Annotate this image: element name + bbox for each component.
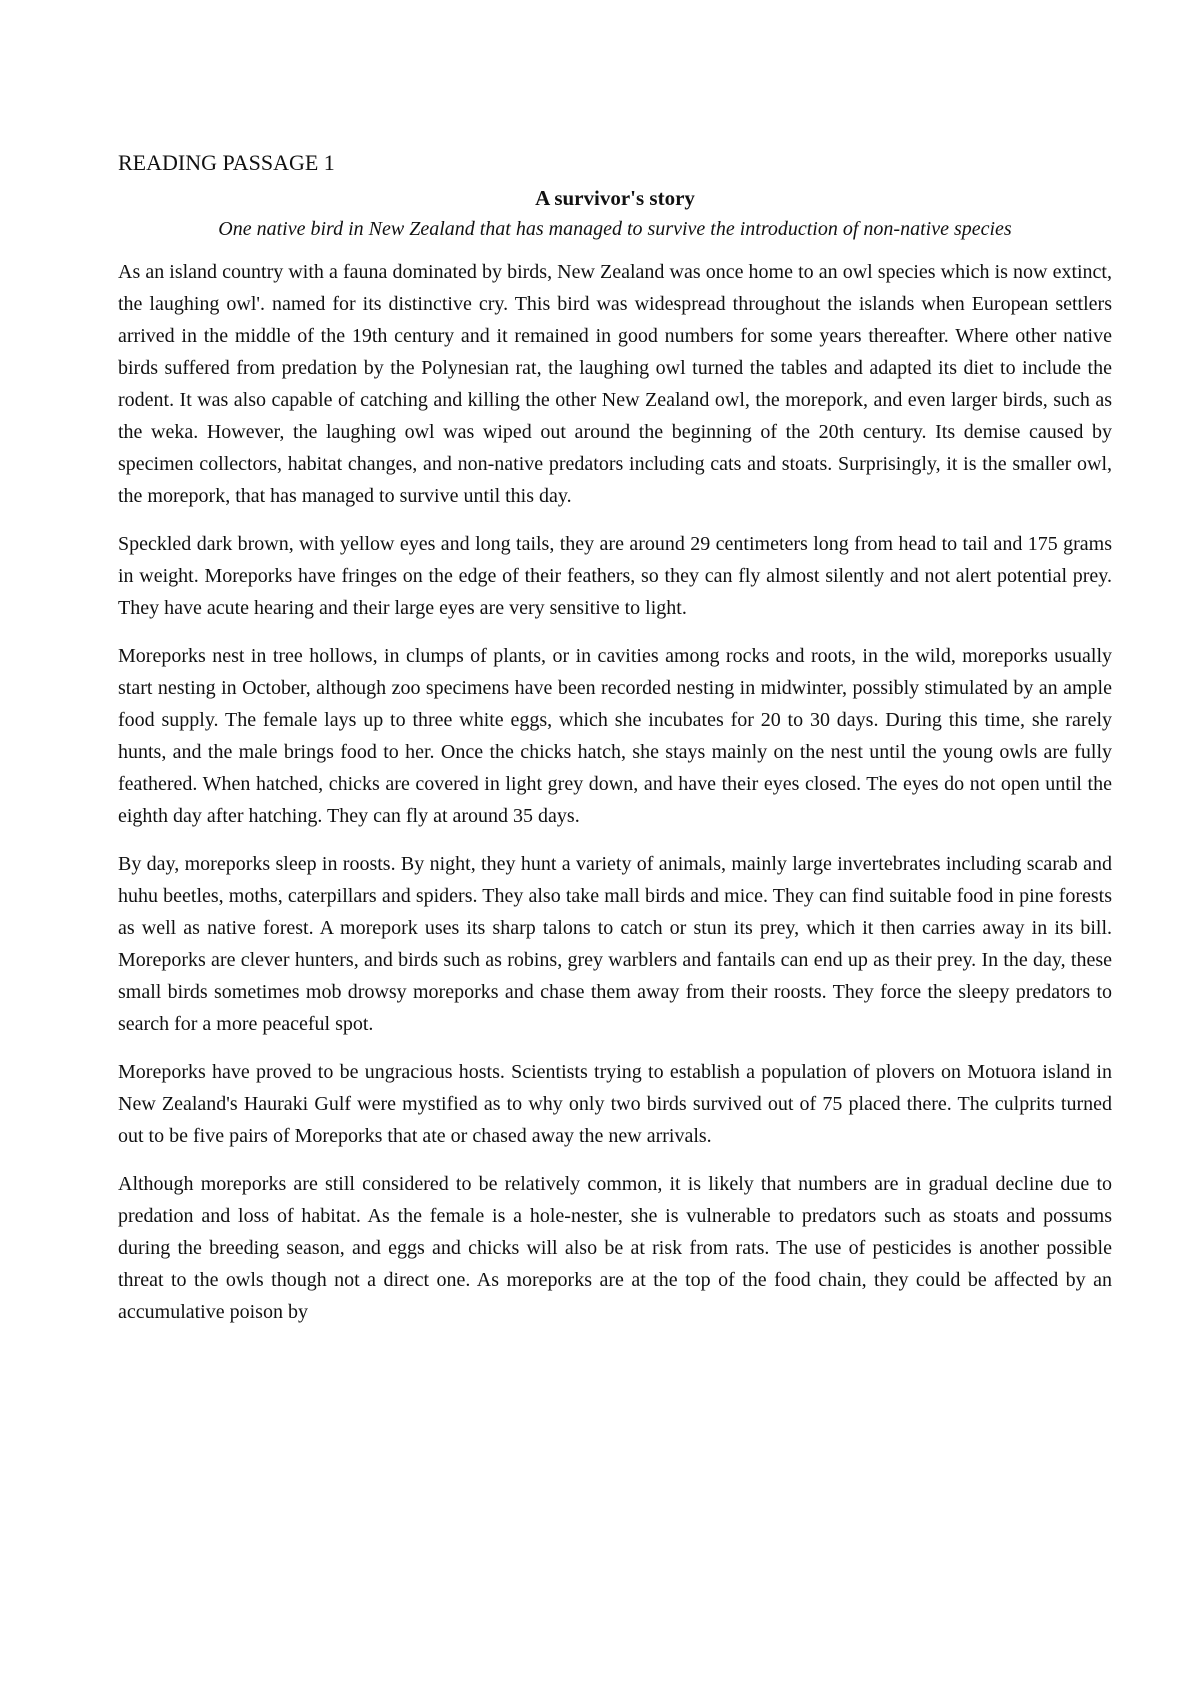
paragraph-2: Speckled dark brown, with yellow eyes and long tails, they are around 29 centimeters long from head to tail and 175 grams in weight. Moreporks have fringes on the edge of their feathers, so they can fly almost silently and not alert potential prey. They have acute hearing and their large eyes are very sensitive to light. bbox=[118, 533, 1112, 619]
paragraph-3: Moreporks nest in tree hollows, in clumps of plants, or in cavities among rocks and roots, in the wild, moreporks usually start nesting in October, although zoo specimens have been recorded nesting in midwinter, possibly stimulated by an ample food supply. The female lays up to three white eggs, which she incubates for 20 to 30 days. During this time, she rarely hunts, and the male brings food to her. Once the chicks hatch, she stays mainly on the nest until the young owls are fully feathered. When hatched, chicks are covered in light grey down, and have their eyes closed. The eyes do not open until the eighth day after hatching. They can fly at around 35 days. bbox=[118, 645, 1112, 827]
passage-title: A survivor's story bbox=[535, 186, 695, 210]
passage-subtitle: One native bird in New Zealand that has managed to survive the introduction of non-native species bbox=[218, 218, 1012, 240]
paragraph-1: As an island country with a fauna dominated by birds, New Zealand was once home to an owl species which is now extinct, the laughing owl'. named for its distinctive cry. This bird was widespread throughout the islands when European settlers arrived in the middle of the 19th century and it remained in good numbers for some years thereafter. Where other native birds suffered from predation by the Polynesian rat, the laughing owl turned the tables and adapted its diet to include the rodent. It was also capable of catching and killing the other New Zealand owl, the morepork, and even larger birds, such as the weka. However, the laughing owl was wiped out around the beginning of the 20th century. Its demise caused by specimen collectors, habitat changes, and non-native predators including cats and stoats. Surprisingly, it is the smaller owl, the morepork, that has managed to survive until this day. bbox=[118, 261, 1112, 507]
document-page bbox=[118, 148, 1112, 1344]
section-heading: READING PASSAGE 1 bbox=[118, 150, 335, 175]
paragraph-5: Moreporks have proved to be ungracious hosts. Scientists trying to establish a population of plovers on Motuora island in New Zealand's Hauraki Gulf were mystified as to why only two birds survived out of 75 placed there. The culprits turned out to be five pairs of Moreporks that ate or chased away the new arrivals. bbox=[118, 1061, 1112, 1147]
paragraph-6: Although moreporks are still considered to be relatively common, it is likely that numbers are in gradual decline due to predation and loss of habitat. As the female is a hole-nester, she is vulnerable to predators such as stoats and possums during the breeding season, and eggs and chicks will also be at risk from rats. The use of pesticides is another possible threat to the owls though not a direct one. As moreporks are at the top of the food chain, they could be affected by an accumulative poison by bbox=[118, 1173, 1112, 1323]
paragraph-4: By day, moreporks sleep in roosts. By night, they hunt a variety of animals, mainly large invertebrates including scarab and huhu beetles, moths, caterpillars and spiders. They also take mall birds and mice. They can find suitable food in pine forests as well as native forest. A morepork uses its sharp talons to catch or stun its prey, which it then carries away in its bill. Moreporks are clever hunters, and birds such as robins, grey warblers and fantails can end up as their prey. In the day, these small birds sometimes mob drowsy moreporks and chase them away from their roosts. They force the sleepy predators to search for a more peaceful spot. bbox=[118, 853, 1112, 1035]
